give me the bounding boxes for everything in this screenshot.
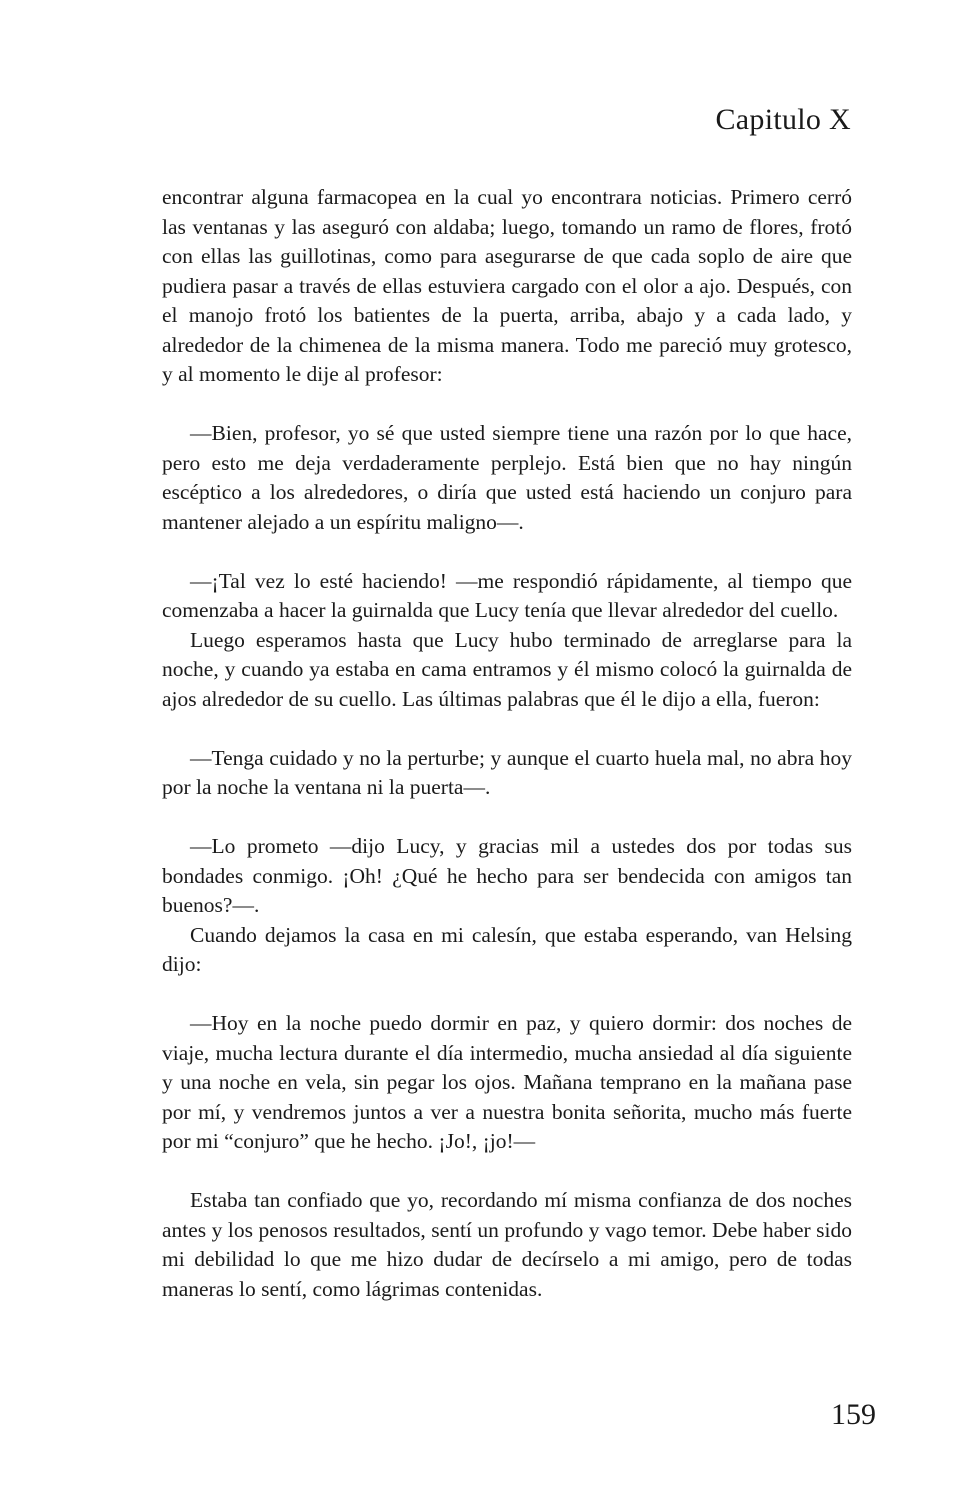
chapter-title: Capitulo X: [715, 103, 851, 136]
body-text: [162, 183, 852, 1304]
paragraph: Estaba tan confiado que yo, recordando mí misma confianza de dos noches antes y los penosos resultados, sentí un profundo y vago temor. Debe haber sido mi debilidad lo que me hizo dudar de decírselo a mi amigo, pero de todas maneras lo sentí, como lágrimas contenidas.: [162, 1188, 852, 1301]
paragraph: Cuando dejamos la casa en mi calesín, que estaba esperando, van Helsing dijo:: [162, 922, 852, 976]
paragraph: —Hoy en la noche puedo dormir en paz, y quiero dormir: dos noches de viaje, mucha lectura durante el día intermedio, mucha ansiedad al día siguiente y una noche en vela, sin pegar los ojos. Mañana temprano en la mañana pase por mí, y vendremos juntos a ver a nuestra bonita señorita, mucho más fuerte por mi “conjuro” que he hecho. ¡Jo!, ¡jo!—: [162, 1011, 852, 1153]
paragraph: encontrar alguna farmacopea en la cual yo encontrara noticias. Primero cerró las ventanas y las aseguró con aldaba; luego, tomando un ramo de flores, frotó con ellas las guillotinas, como para asegurarse de que cada soplo de aire que pudiera pasar a través de ellas estuviera cargado con el olor a ajo. Después, con el manojo frotó los batientes de la puerta, arriba, abajo y a cada lado, y alrededor de la chimenea de la misma manera. Todo me pareció muy grotesco, y al momento le dije al profesor:: [162, 185, 852, 386]
paragraph: —¡Tal vez lo esté haciendo! —me respondió rápidamente, al tiempo que comenzaba a hacer la guirnalda que Lucy tenía que llevar alrededor del cuello.: [162, 568, 852, 622]
paragraph: Luego esperamos hasta que Lucy hubo terminado de arreglarse para la noche, y cuando ya estaba en cama entramos y él mismo colocó la guirnalda de ajos alrededor de su cuello. Las últimas palabras que él le dijo a ella, fueron:: [162, 627, 852, 711]
page-number: 159: [831, 1398, 876, 1431]
paragraph: —Lo prometo —dijo Lucy, y gracias mil a ustedes dos por todas sus bondades conmigo. ¡Oh! ¿Qué he hecho para ser bendecida con amigos tan buenos?—.: [162, 834, 852, 917]
paragraph: —Tenga cuidado y no la perturbe; y aunque el cuarto huela mal, no abra hoy por la noche la ventana ni la puerta—.: [162, 745, 852, 799]
paragraph: —Bien, profesor, yo sé que usted siempre tiene una razón por lo que hace, pero esto me deja verdaderamente perplejo. Está bien que no hay ningún escéptico a los alrededores, o diría que usted está haciendo un conjuro para mantener alejado a un espíritu maligno—.: [162, 421, 852, 534]
